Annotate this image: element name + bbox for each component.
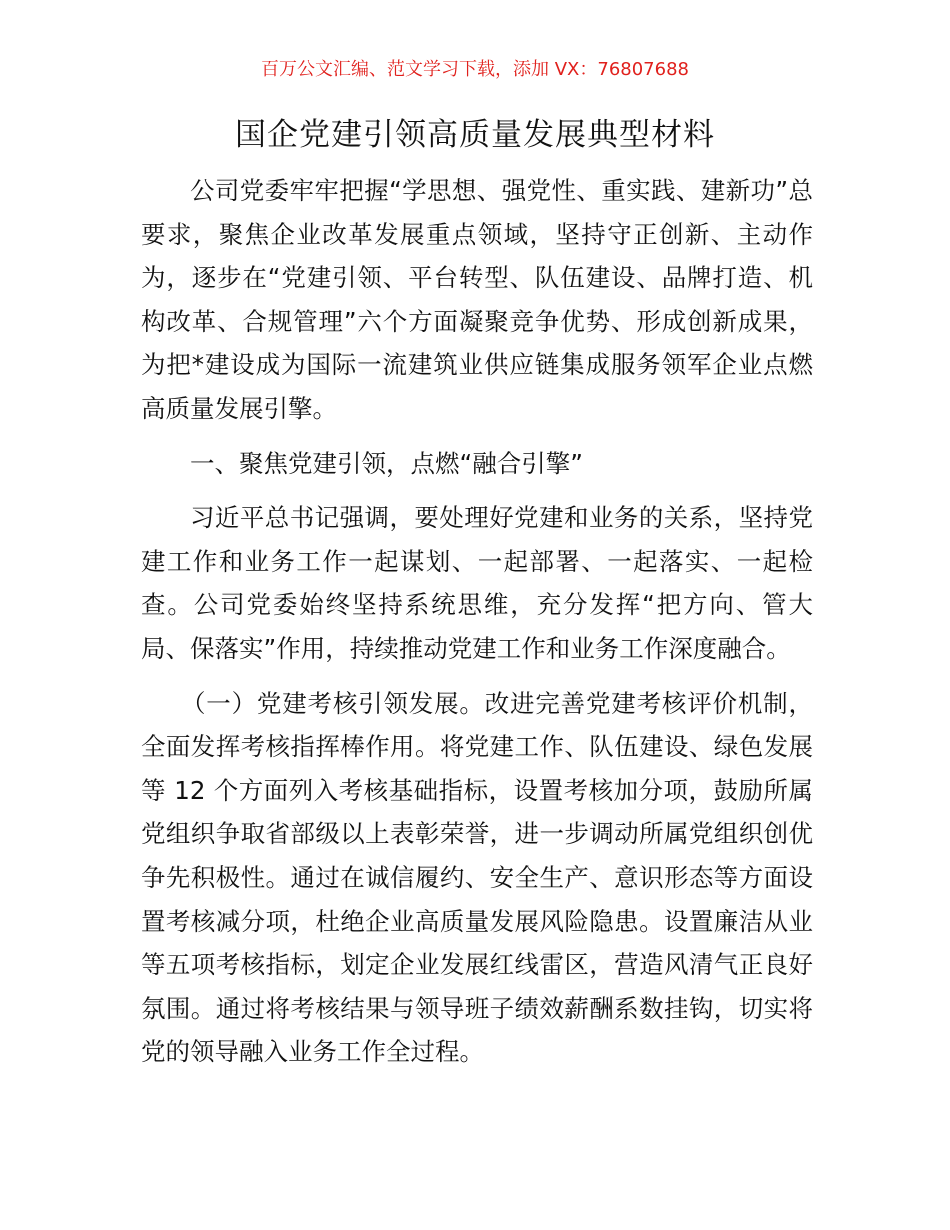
document-title: 国企党建引领高质量发展典型材料	[235, 117, 715, 153]
header-banner: 百万公文汇编、范文学习下载，添加 VX：76807688	[261, 59, 689, 80]
body-paragraph: 习近平总书记强调，要处理好党建和业务的关系，坚持党建工作和业务工作一起谋划、一起部署、一起落实、一起检查。公司党委始终坚持系统思维，充分发挥“把方向、管大局、保落实”作用，持续推动党建工作和业务工作深度融合。	[141, 503, 813, 663]
section-heading-1: 一、聚焦党建引领，点燃“融合引擎”	[190, 448, 583, 478]
subsection-paragraph-1: （一）党建考核引领发展。改进完善党建考核评价机制，全面发挥考核指挥棒作用。将党建工作、队伍建设、绿色发展等 12 个方面列入考核基础指标，设置考核加分项，鼓励所属党组织争取省部级以上表彰荣誉，进一步调动所属党组织创优争先积极性。通过在诚信履约、安全生产、意识形态等方面设置考核减分项，杜绝企业高质量发展风险隐患。设置廉洁从业等五项考核指标，划定企业发展红线雷区，营造风清气正良好氛围。通过将考核结果与领导班子绩效薪酬系数挂钩，切实将党的领导融入业务工作全过程。	[141, 688, 813, 1067]
intro-paragraph: 公司党委牢牢把握“学思想、强党性、重实践、建新功”总要求，聚焦企业改革发展重点领域，坚持守正创新、主动作为，逐步在“党建引领、平台转型、队伍建设、品牌打造、机构改革、合规管理”六个方面凝聚竞争优势、形成创新成果，为把*建设成为国际一流建筑业供应链集成服务领军企业点燃高质量发展引擎。	[141, 176, 813, 423]
document-body	[141, 169, 813, 1085]
